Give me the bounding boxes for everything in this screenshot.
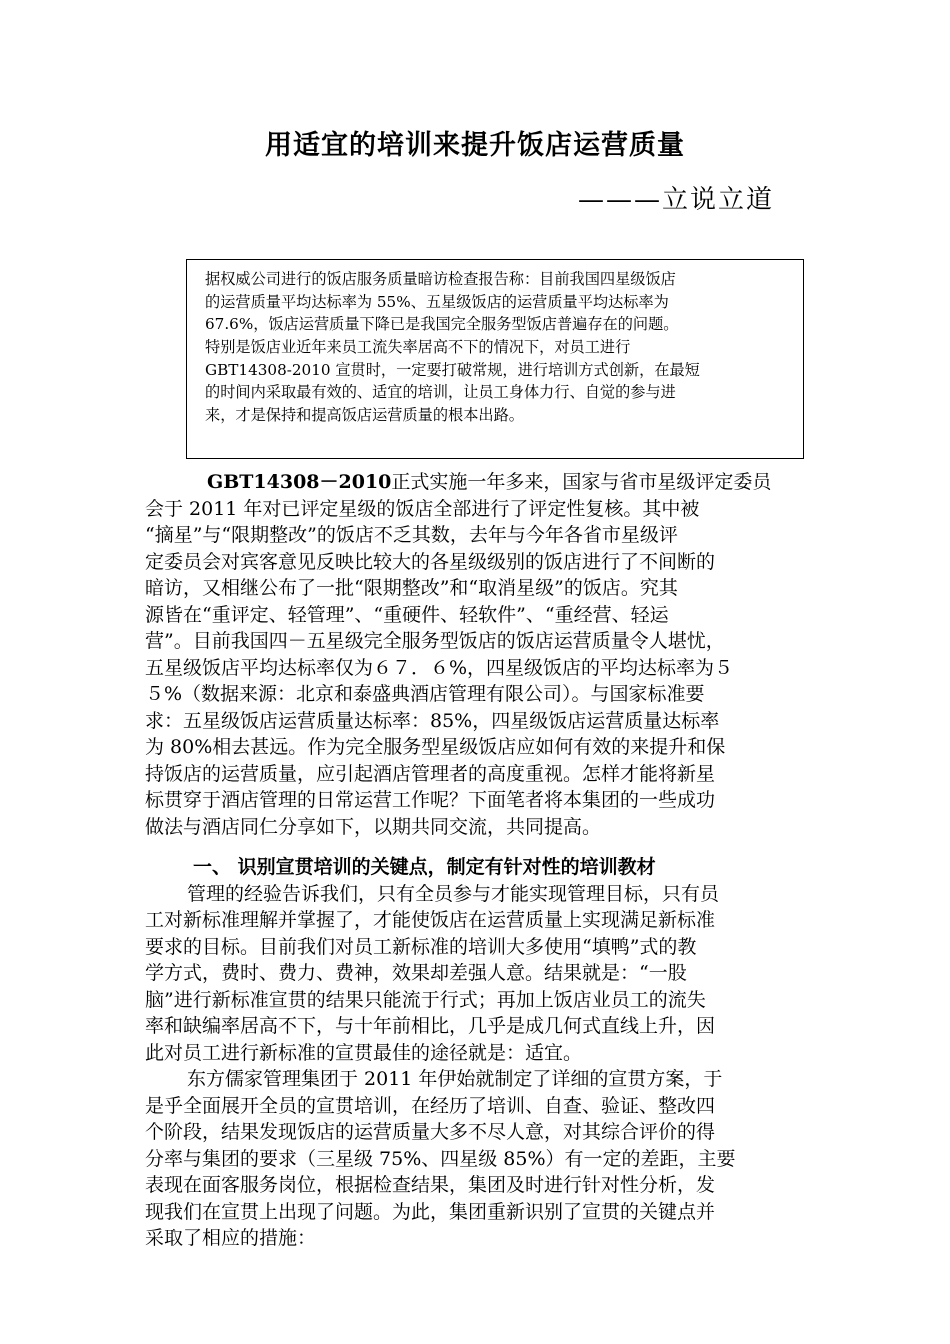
paragraph-line: 暗访，又相继公布了一批“限期整改”和“取消星级”的饭店。究其: [145, 577, 678, 599]
document-subtitle: ———立说立道: [578, 185, 775, 215]
paragraph-line: 管理的经验告诉我们，只有全员参与才能实现管理目标，只有员: [187, 882, 720, 905]
paragraph-line: 营”。目前我国四－五星级完全服务型饭店的饭店运营质量令人堪忧，: [145, 630, 725, 652]
paragraph-line: 持饭店的运营质量，应引起酒店管理者的高度重视。怎样才能将新星: [145, 762, 716, 785]
paragraph-line: “摘星”与“限期整改”的饭店不乏其数，去年与今年各省市星级评: [145, 524, 678, 546]
paragraph-line: 工对新标准理解并掌握了，才能使饭店在运营质量上实现满足新标准: [145, 909, 716, 931]
standard-code: GBT14308－2010: [207, 471, 392, 493]
paragraph-first-line: [145, 469, 825, 496]
paragraph-line: 为 80%相去甚远。作为完全服务型星级饭店应如何有效的来提升和保: [145, 736, 726, 758]
paragraph-line: 学方式，费时、费力、费神，效果却差强人意。结果就是：“一股: [145, 962, 687, 984]
paragraph-line: 个阶段，结果发现饭店的运营质量大多不尽人意，对其综合评价的得: [145, 1121, 716, 1143]
abstract-line: 的时间内采取最有效的、适宜的培训，让员工身体力行、自觉的参与进: [205, 383, 676, 402]
paragraph-line: 要求的目标。目前我们对员工新标准的培训大多使用“填鸭”式的教: [145, 935, 697, 958]
abstract-line: 67.6%，饭店运营质量下降已是我国完全服务型饭店普遍存在的问题。: [205, 315, 679, 334]
paragraph-line: 求：五星级饭店运营质量达标率：85%，四星级饭店运营质量达标率: [145, 709, 720, 732]
paragraph-line: 率和缺编率居高不下，与十年前相比，几乎是成几何式直线上升，因: [145, 1015, 716, 1037]
section-heading: 一、 识别宣贯培训的关键点，制定有针对性的培训教材: [193, 856, 656, 878]
abstract-box: [186, 259, 804, 459]
paragraph-line: 现我们在宣贯上出现了问题。为此，集团重新识别了宣贯的关键点并: [145, 1200, 716, 1223]
paragraph-text: 正式实施一年多来，国家与省市星级评定委员: [391, 471, 772, 493]
paragraph-line: 标贯穿于酒店管理的日常运营工作呢？下面笔者将本集团的一些成功: [145, 789, 716, 811]
paragraph-line: 会于 2011 年对已评定星级的饭店全部进行了评定性复核。其中被: [145, 497, 700, 520]
paragraph-line: 五星级饭店平均达标率仅为６７．６%，四星级饭店的平均达标率为５: [145, 656, 734, 679]
abstract-line: 据权威公司进行的饭店服务质量暗访检查报告称：目前我国四星级饭店: [205, 270, 676, 288]
document-title: 用适宜的培训来提升饭店运营质量: [265, 130, 685, 161]
body-text: [145, 469, 825, 1252]
paragraph-line: 脑”进行新标准宣贯的结果只能流于行式；再加上饭店业员工的流失: [145, 988, 706, 1011]
paragraph-line: 定委员会对宾客意见反映比较大的各星级级别的饭店进行了不间断的: [145, 550, 716, 573]
paragraph-line: 是乎全面展开全员的宣贯培训，在经历了培训、自查、验证、整改四: [145, 1094, 716, 1117]
paragraph-line: 此对员工进行新标准的宣贯最佳的途径就是：适宜。: [145, 1041, 583, 1064]
paragraph-line: 表现在面客服务岗位，根据检查结果，集团及时进行针对性分析，发: [145, 1174, 716, 1196]
abstract-line: 来，才是保持和提高饭店运营质量的根本出路。: [205, 406, 524, 425]
paragraph-line: 做法与酒店同仁分享如下，以期共同交流，共同提高。: [145, 815, 602, 838]
paragraph-line: 源皆在“重评定、轻管理”、“重硬件、轻软件”、“重经营、轻运: [145, 603, 669, 626]
abstract-line: GBT14308-2010 宣贯时，一定要打破常规，进行培训方式创新，在最短: [205, 360, 700, 379]
paragraph-line: 采取了相应的措施：: [145, 1227, 317, 1249]
paragraph-line: 分率与集团的要求（三星级 75%、四星级 85%）有一定的差距，主要: [145, 1147, 736, 1170]
paragraph-line: 东方儒家管理集团于 2011 年伊始就制定了详细的宣贯方案，于: [187, 1068, 723, 1090]
paragraph-line: ５%（数据来源：北京和泰盛典酒店管理有限公司）。与国家标准要: [145, 683, 705, 705]
abstract-line: 的运营质量平均达标率为 55%、五星级饭店的运营质量平均达标率为: [205, 292, 669, 311]
abstract-line: 特别是饭店业近年来员工流失率居高不下的情况下，对员工进行: [205, 338, 631, 357]
